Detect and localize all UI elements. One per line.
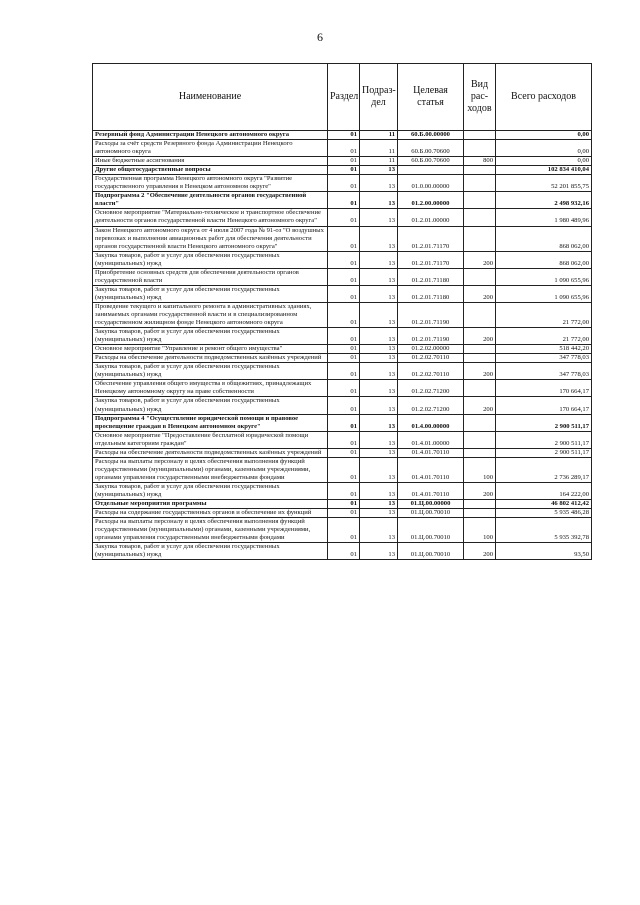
row-subsection: 13: [360, 328, 398, 345]
row-subsection: 13: [360, 226, 398, 251]
row-target-code: 01.4.01.00000: [398, 431, 464, 448]
row-section: 01: [328, 543, 360, 560]
row-expense-type: [464, 302, 496, 327]
row-total: 0,00: [496, 157, 592, 166]
row-total: 21 772,00: [496, 302, 592, 327]
row-subsection: 13: [360, 414, 398, 431]
row-expense-type: [464, 268, 496, 285]
table-row: [93, 414, 592, 431]
row-expense-type: [464, 500, 496, 509]
header-name: Наименование: [93, 64, 328, 131]
row-expense-type: 200: [464, 543, 496, 560]
row-section: 01: [328, 363, 360, 380]
row-name: Основное мероприятие "Материально-техническое и транспортное обеспечение деятельности органов государственной власти Ненецкого автономного округа": [93, 209, 328, 226]
row-target-code: 01.2.01.71180: [398, 268, 464, 285]
row-section: 01: [328, 354, 360, 363]
row-section: 01: [328, 140, 360, 157]
row-target-code: 01.4.01.70110: [398, 448, 464, 457]
row-name: Закупка товаров, работ и услуг для обеспечения государственных (муниципальных) нужд: [93, 397, 328, 414]
row-section: 01: [328, 482, 360, 499]
table-row: [93, 251, 592, 268]
row-subsection: 11: [360, 131, 398, 140]
row-target-code: 01.4.01.70110: [398, 482, 464, 499]
table-row: [93, 226, 592, 251]
table-row: [93, 209, 592, 226]
table-row: [93, 175, 592, 192]
row-target-code: 01.2.01.71190: [398, 328, 464, 345]
row-subsection: 13: [360, 500, 398, 509]
table-row: [93, 482, 592, 499]
row-section: 01: [328, 380, 360, 397]
row-total: 5 935 392,78: [496, 518, 592, 543]
row-name: Другие общегосударственные вопросы: [93, 166, 328, 175]
row-expense-type: 100: [464, 518, 496, 543]
row-expense-type: [464, 226, 496, 251]
row-section: 01: [328, 328, 360, 345]
row-expense-type: [464, 431, 496, 448]
row-target-code: 01.2.02.70110: [398, 354, 464, 363]
row-target-code: 01.2.01.71180: [398, 285, 464, 302]
row-subsection: 13: [360, 543, 398, 560]
header-target-article: Целевая статья: [398, 64, 464, 131]
row-expense-type: [464, 192, 496, 209]
table-row: [93, 457, 592, 482]
row-subsection: 13: [360, 363, 398, 380]
row-total: 2 736 289,17: [496, 457, 592, 482]
row-target-code: 01.2.02.71200: [398, 380, 464, 397]
row-subsection: 13: [360, 285, 398, 302]
table-row: [93, 157, 592, 166]
row-subsection: 13: [360, 175, 398, 192]
row-total: 170 664,17: [496, 380, 592, 397]
row-target-code: 01.2.01.00000: [398, 209, 464, 226]
row-target-code: 01.0.00.00000: [398, 175, 464, 192]
row-target-code: 01.2.00.00000: [398, 192, 464, 209]
row-name: Подпрограмма 4 "Осуществление юридической помощи и правовое просвещение граждан в Ненецком автономном округе": [93, 414, 328, 431]
row-subsection: 13: [360, 397, 398, 414]
row-subsection: 13: [360, 431, 398, 448]
row-name: Основное мероприятие "Предоставление бесплатной юридической помощи отдельным категориям граждан": [93, 431, 328, 448]
row-section: 01: [328, 302, 360, 327]
table-row: [93, 345, 592, 354]
row-section: 01: [328, 157, 360, 166]
row-section: 01: [328, 251, 360, 268]
expenditure-table: [92, 63, 592, 560]
row-section: 01: [328, 457, 360, 482]
row-expense-type: [464, 209, 496, 226]
row-total: 2 498 932,16: [496, 192, 592, 209]
row-subsection: 13: [360, 209, 398, 226]
row-name: Расходы на обеспечение деятельности подведомственных казённых учреждений: [93, 448, 328, 457]
row-expense-type: 800: [464, 157, 496, 166]
row-subsection: 13: [360, 251, 398, 268]
row-subsection: 13: [360, 166, 398, 175]
row-total: 0,00: [496, 131, 592, 140]
row-name: Резервный фонд Администрации Ненецкого автономного округа: [93, 131, 328, 140]
table-row: [93, 328, 592, 345]
row-target-code: 01.4.01.70110: [398, 457, 464, 482]
row-total: 0,00: [496, 140, 592, 157]
row-total: 2 900 511,17: [496, 414, 592, 431]
table-row: [93, 285, 592, 302]
row-total: 347 778,03: [496, 363, 592, 380]
row-target-code: 01.2.01.71170: [398, 226, 464, 251]
row-expense-type: [464, 509, 496, 518]
table-row: [93, 397, 592, 414]
row-section: 01: [328, 268, 360, 285]
row-target-code: 01.4.00.00000: [398, 414, 464, 431]
row-target-code: 60.Б.00.70600: [398, 157, 464, 166]
row-name: Государственная программа Ненецкого автономного округа "Развитие государственного управления в Ненецком автономном округе": [93, 175, 328, 192]
row-name: Обеспечение управления общего имущества в общежитиях, принадлежащих Ненецкому автономному округу на праве собственности: [93, 380, 328, 397]
row-name: Расходы на выплаты персоналу в целях обеспечения выполнения функций государственными (муниципальными) органами, казенными учреждениями, органами управления государственными внебюджетными фондами: [93, 457, 328, 482]
row-section: 01: [328, 209, 360, 226]
row-target-code: [398, 166, 464, 175]
row-subsection: 13: [360, 345, 398, 354]
row-total: 52 201 855,75: [496, 175, 592, 192]
row-total: 102 834 410,04: [496, 166, 592, 175]
row-expense-type: 200: [464, 482, 496, 499]
row-total: 21 772,00: [496, 328, 592, 345]
row-name: Расходы на содержание государственных органов и обеспечение их функций: [93, 509, 328, 518]
row-expense-type: 200: [464, 363, 496, 380]
table-row: [93, 363, 592, 380]
table-row: [93, 518, 592, 543]
row-total: 2 900 511,17: [496, 431, 592, 448]
row-section: 01: [328, 345, 360, 354]
row-expense-type: 200: [464, 251, 496, 268]
row-subsection: 13: [360, 192, 398, 209]
row-total: 5 935 486,28: [496, 509, 592, 518]
table-row: [93, 380, 592, 397]
row-target-code: 60.Б.00.00000: [398, 131, 464, 140]
row-total: 868 062,00: [496, 226, 592, 251]
table-row: [93, 448, 592, 457]
row-section: 01: [328, 226, 360, 251]
table-row: [93, 543, 592, 560]
row-expense-type: [464, 166, 496, 175]
row-target-code: 01.2.02.70110: [398, 363, 464, 380]
row-section: 01: [328, 518, 360, 543]
table-row: [93, 131, 592, 140]
row-expense-type: [464, 140, 496, 157]
table-row: [93, 302, 592, 327]
row-section: 01: [328, 131, 360, 140]
row-expense-type: 200: [464, 397, 496, 414]
row-name: Проведение текущего и капитального ремонта в административных зданиях, занимаемых органами государственной власти и в специализированном государственном жилищном фонде Ненецкого автономного округа: [93, 302, 328, 327]
row-name: Расходы на выплаты персоналу в целях обеспечения выполнения функций государственными (муниципальными) органами, казенными учреждениями, органами управления государственными внебюджетными фондами: [93, 518, 328, 543]
table-body: [93, 131, 592, 560]
row-total: 170 664,17: [496, 397, 592, 414]
row-subsection: 13: [360, 509, 398, 518]
row-section: 01: [328, 448, 360, 457]
row-target-code: 01.2.01.71190: [398, 302, 464, 327]
row-expense-type: [464, 345, 496, 354]
row-name: Расходы за счёт средств Резервного фонда Администрации Ненецкого автономного округа: [93, 140, 328, 157]
row-subsection: 11: [360, 140, 398, 157]
row-total: 1 980 489,96: [496, 209, 592, 226]
row-total: 868 062,00: [496, 251, 592, 268]
row-section: 01: [328, 431, 360, 448]
row-expense-type: 200: [464, 328, 496, 345]
table-row: [93, 268, 592, 285]
row-name: Закупка товаров, работ и услуг для обеспечения государственных (муниципальных) нужд: [93, 482, 328, 499]
row-target-code: 01.2.02.00000: [398, 345, 464, 354]
table-row: [93, 509, 592, 518]
row-name: Иные бюджетные ассигнования: [93, 157, 328, 166]
row-expense-type: [464, 380, 496, 397]
row-name: Закон Ненецкого автономного округа от 4 июля 2007 года № 91-оз "О воздушных перевозках и выполнении авиационных работ для обеспечения деятельности органов государственной власти Ненецкого автономного округа": [93, 226, 328, 251]
row-name: Отдельные мероприятия программы: [93, 500, 328, 509]
row-name: Закупка товаров, работ и услуг для обеспечения государственных (муниципальных) нужд: [93, 328, 328, 345]
row-expense-type: [464, 448, 496, 457]
page-number: 6: [317, 30, 323, 44]
row-expense-type: 100: [464, 457, 496, 482]
row-name: Закупка товаров, работ и услуг для обеспечения государственных (муниципальных) нужд: [93, 251, 328, 268]
row-section: 01: [328, 166, 360, 175]
row-subsection: 13: [360, 380, 398, 397]
row-section: 01: [328, 175, 360, 192]
row-name: Закупка товаров, работ и услуг для обеспечения государственных (муниципальных) нужд: [93, 285, 328, 302]
table-row: [93, 354, 592, 363]
row-subsection: 11: [360, 157, 398, 166]
row-total: 164 222,00: [496, 482, 592, 499]
row-total: 93,50: [496, 543, 592, 560]
row-total: 2 900 511,17: [496, 448, 592, 457]
row-total: 46 802 412,42: [496, 500, 592, 509]
row-section: 01: [328, 500, 360, 509]
row-subsection: 13: [360, 457, 398, 482]
table-row: [93, 140, 592, 157]
row-expense-type: [464, 414, 496, 431]
row-subsection: 13: [360, 302, 398, 327]
row-total: 1 090 655,96: [496, 268, 592, 285]
row-total: 1 090 655,96: [496, 285, 592, 302]
row-expense-type: [464, 131, 496, 140]
row-expense-type: 200: [464, 285, 496, 302]
row-name: Основное мероприятие "Управление и ремонт общего имущества": [93, 345, 328, 354]
row-name: Закупка товаров, работ и услуг для обеспечения государственных (муниципальных) нужд: [93, 543, 328, 560]
row-target-code: 01.Ц.00.70010: [398, 509, 464, 518]
table-row: [93, 192, 592, 209]
row-name: Приобретение основных средств для обеспечения деятельности органов государственной власти: [93, 268, 328, 285]
row-target-code: 60.Б.00.70600: [398, 140, 464, 157]
row-subsection: 13: [360, 482, 398, 499]
row-subsection: 13: [360, 268, 398, 285]
header-total: Всего расходов: [496, 64, 592, 131]
row-expense-type: [464, 354, 496, 363]
row-section: 01: [328, 414, 360, 431]
row-section: 01: [328, 192, 360, 209]
row-target-code: 01.2.01.71170: [398, 251, 464, 268]
header-expense-type: Вид рас- ходов: [464, 64, 496, 131]
table-row: [93, 500, 592, 509]
row-subsection: 13: [360, 448, 398, 457]
row-expense-type: [464, 175, 496, 192]
table-row: [93, 166, 592, 175]
row-section: 01: [328, 285, 360, 302]
header-section: Раздел: [328, 64, 360, 131]
row-target-code: 01.Ц.00.70010: [398, 518, 464, 543]
row-name: Закупка товаров, работ и услуг для обеспечения государственных (муниципальных) нужд: [93, 363, 328, 380]
table-row: [93, 431, 592, 448]
row-target-code: 01.Ц.00.00000: [398, 500, 464, 509]
header-subsection: Подраз- дел: [360, 64, 398, 131]
row-target-code: 01.2.02.71200: [398, 397, 464, 414]
row-subsection: 13: [360, 354, 398, 363]
row-section: 01: [328, 509, 360, 518]
row-total: 347 778,03: [496, 354, 592, 363]
row-section: 01: [328, 397, 360, 414]
row-subsection: 13: [360, 518, 398, 543]
row-target-code: 01.Ц.00.70010: [398, 543, 464, 560]
table-header-row: [93, 64, 592, 131]
row-total: 518 442,20: [496, 345, 592, 354]
row-name: Расходы на обеспечение деятельности подведомственных казённых учреждений: [93, 354, 328, 363]
row-name: Подпрограмма 2 "Обеспечение деятельности органов государственной власти": [93, 192, 328, 209]
